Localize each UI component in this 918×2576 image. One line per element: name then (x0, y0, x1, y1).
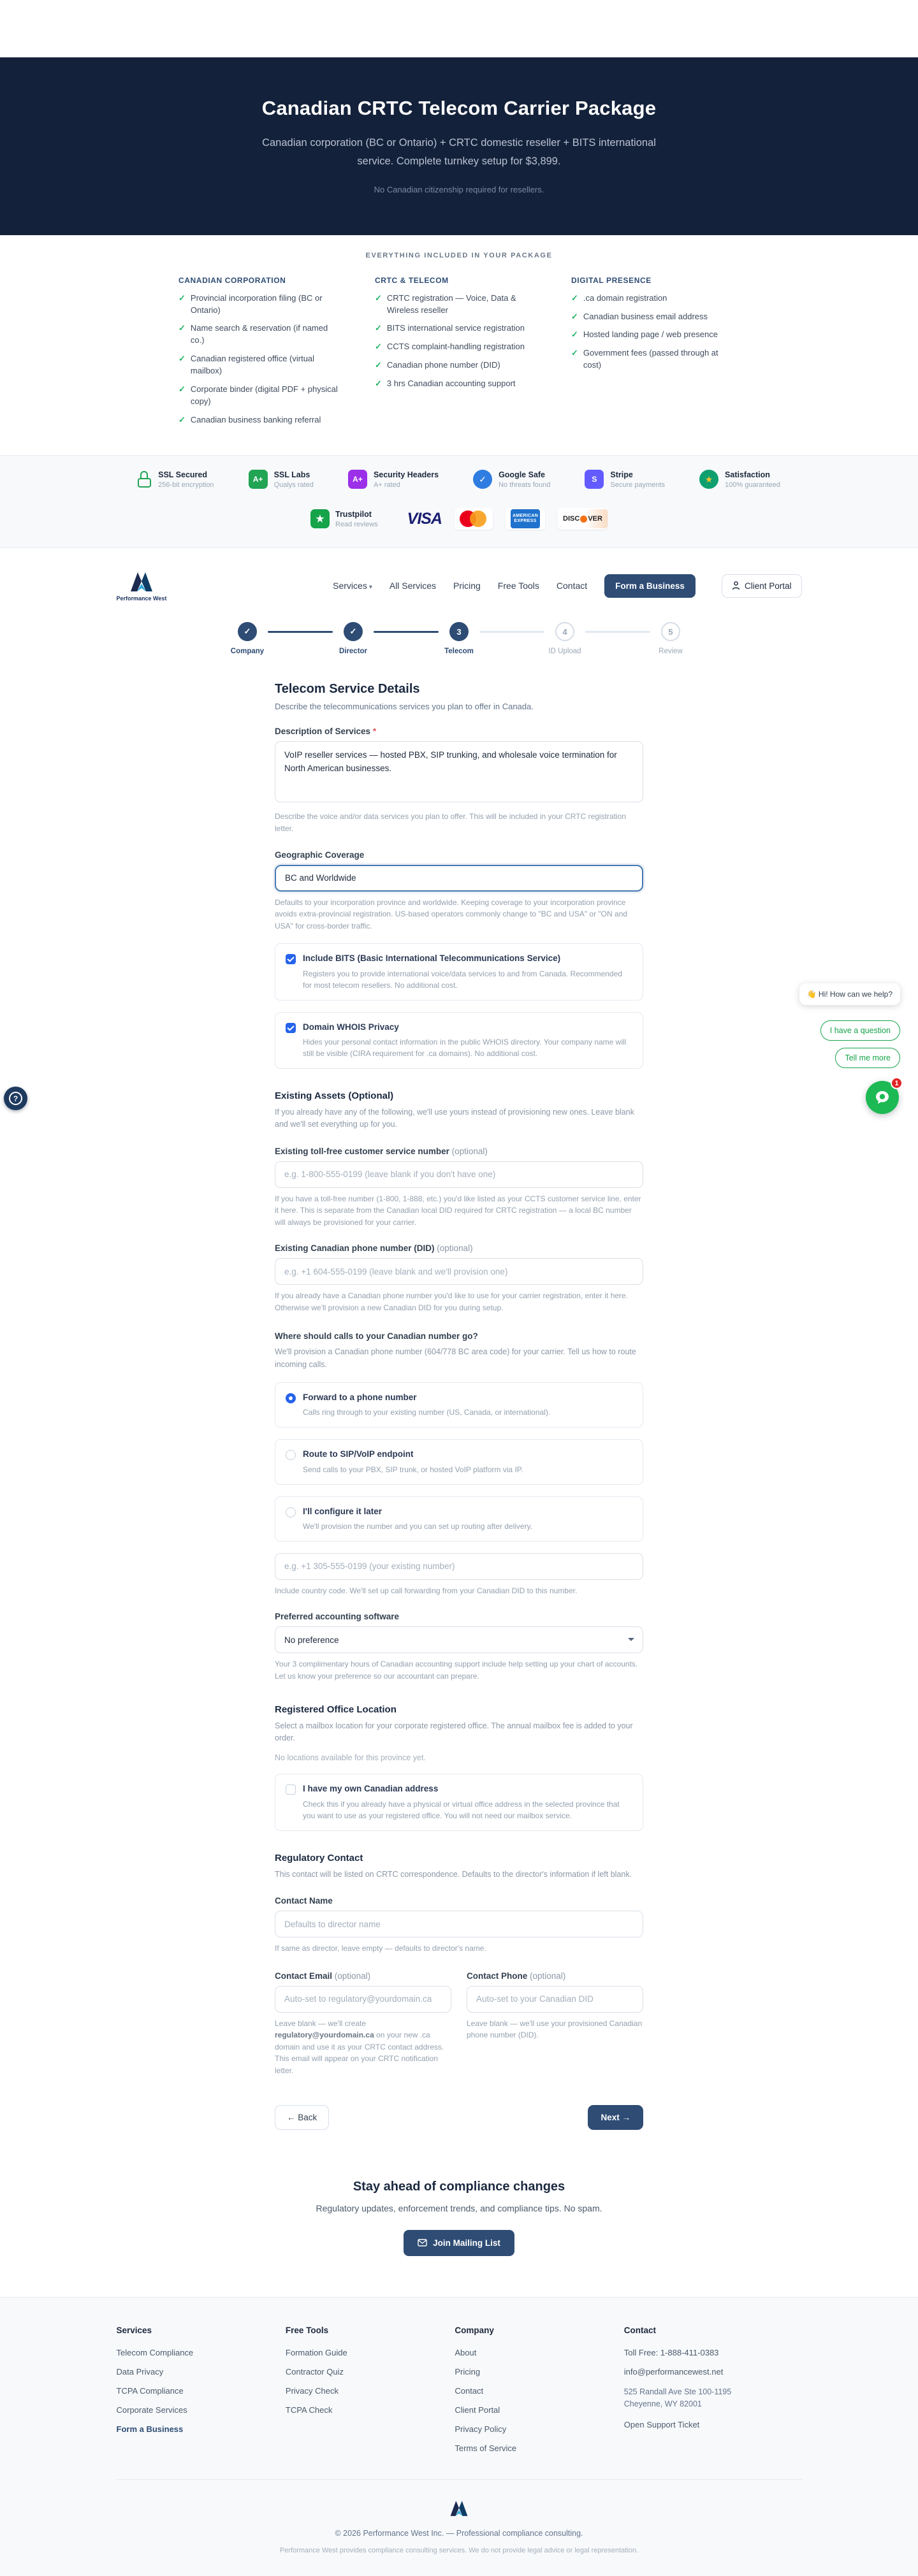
routing-option-help: Calls ring through to your existing number (US, Canada, or international). (303, 1408, 551, 1417)
did-help: If you already have a Canadian phone number you'd like to use for your carrier registration, enter it here. Otherwise we'll provision a new Canadian DID for you during setup. (275, 1291, 628, 1312)
brand-name: Performance West (116, 595, 167, 602)
tollfree-input[interactable] (275, 1161, 643, 1188)
contact-name-label: Contact Name (275, 1896, 333, 1906)
included-item-text: .ca domain registration (583, 293, 667, 303)
included-item-text: CRTC registration — Voice, Data & Wireless reseller (386, 293, 516, 315)
padlock-icon (138, 471, 152, 488)
included-item-text: CCTS complaint-handling registration (386, 342, 525, 352)
footer (0, 2297, 918, 2576)
description-help: Describe the voice and/or data services you plan to offer. This will be included in your CRTC registration letter. (275, 812, 626, 833)
check-icon: ✓ (375, 360, 382, 370)
included-item-text: Canadian phone number (DID) (386, 360, 500, 370)
envelope-icon (418, 2239, 427, 2247)
contact-email-help: Leave blank — we'll create regulatory@yourdomain.ca on your new .ca domain and use it as your CRTC contact address. This email will appear on your CRTC notification letter. (275, 2018, 444, 2075)
included-item-text: Canadian business email address (583, 311, 708, 321)
contact-email-group (275, 1956, 451, 2077)
included-item-text: Corporate binder (digital PDF + physical copy) (190, 384, 338, 406)
check-circle-icon: ✓ (473, 470, 492, 489)
did-label: Existing Canadian phone number (DID) (optional) (275, 1243, 473, 1254)
footer-toll-free[interactable]: Toll Free: 1-888-411-0383 (623, 2347, 719, 2357)
next-label: Next (601, 2112, 620, 2122)
person-icon (732, 581, 740, 590)
badge-title: SSL Secured (158, 470, 207, 479)
description-textarea[interactable] (275, 741, 643, 802)
did-input[interactable] (275, 1258, 643, 1285)
step-director[interactable] (333, 622, 374, 655)
badge-title: Trustpilot (335, 509, 372, 519)
included-item-text: Canadian registered office (virtual mailbox) (190, 354, 315, 375)
trustpilot-star-icon: ★ (310, 509, 330, 528)
coverage-label: Geographic Coverage (275, 850, 365, 860)
accounting-help: Your 3 complimentary hours of Canadian accounting support include help setting up your chart of accounts. Let us know your preference so our accountant can prepare. (275, 1660, 638, 1681)
whois-checkbox[interactable] (286, 1023, 296, 1033)
bits-label: Include BITS (Basic International Telecommunications Service) (303, 953, 561, 964)
badge-title: Google Safe (499, 470, 546, 479)
regulatory-help: This contact will be listed on CRTC correspondence. Defaults to the director's information if left blank. (275, 1869, 632, 1879)
left-arrow-icon: ← (287, 2112, 296, 2122)
step-label: Director (339, 648, 368, 656)
a-plus-icon: A+ (249, 470, 268, 489)
step-check-icon: ✓ (344, 622, 363, 641)
step-label: ID Upload (548, 648, 581, 656)
check-icon: ✓ (571, 311, 578, 321)
trust-badges-row (0, 470, 918, 489)
step-label: Review (659, 648, 683, 656)
routing-help: We'll provision a Canadian phone number (604/778 BC area code) for your carrier. Tell us how to route incoming calls. (275, 1347, 636, 1369)
routing-option-help: We'll provision the number and you can set up routing after delivery. (303, 1521, 533, 1531)
footer-link-data-privacy[interactable]: Data Privacy (116, 2366, 164, 2377)
existing-assets-help: If you already have any of the following, we'll use yours instead of provisioning new ones. Leave blank and we'll set everything up for you. (275, 1107, 634, 1129)
check-icon: ✓ (375, 323, 382, 333)
chat-quick-reply-question[interactable]: I have a question (820, 1020, 900, 1041)
visa-logo: VISA (407, 509, 442, 528)
footer-heading: Services (116, 2325, 152, 2335)
routing-option-forward[interactable] (275, 1382, 643, 1428)
included-item (375, 359, 534, 372)
chat-greeting-bubble[interactable]: 👋 Hi! How can we help? (799, 983, 900, 1005)
contact-name-input[interactable] (275, 1911, 643, 1937)
client-portal-button[interactable] (722, 574, 802, 598)
included-item-text: Name search & reservation (if named co.) (190, 323, 328, 345)
footer-copyright: © 2026 Performance West Inc. — Professional compliance consulting. (335, 2528, 583, 2538)
step-label: Company (230, 648, 265, 656)
performance-west-logo-icon (128, 570, 155, 594)
own-address-label: I have my own Canadian address (303, 1784, 439, 1794)
check-icon: ✓ (375, 293, 382, 303)
included-column-digital (571, 276, 740, 433)
included-grid (178, 276, 740, 433)
form-title: Telecom Service Details (275, 682, 420, 697)
coverage-input[interactable] (275, 865, 643, 892)
star-circle-icon: ★ (699, 470, 718, 489)
nav-item-label: Services (333, 581, 367, 591)
forward-number-help: Include country code. We'll set up call forwarding from your Canadian DID to this number. (275, 1586, 578, 1595)
included-item (178, 322, 338, 347)
newsletter-title: Stay ahead of compliance changes (353, 2179, 565, 2194)
included-column-corporation (178, 276, 347, 433)
footer-heading: Company (455, 2325, 494, 2335)
included-item-text: 3 hrs Canadian accounting support (386, 378, 516, 388)
own-address-checkbox[interactable] (286, 1784, 296, 1795)
footer-column-tools (286, 2326, 455, 2463)
regulatory-heading: Regulatory Contact (275, 1852, 363, 1863)
forward-radio[interactable] (286, 1393, 296, 1403)
discover-text: VER (588, 515, 602, 523)
discover-logo (558, 508, 608, 530)
included-item (571, 293, 731, 305)
footer-email[interactable]: info@performancewest.net (623, 2366, 724, 2377)
right-arrow-icon: → (622, 2112, 630, 2122)
form-a-business-button[interactable]: Form a Business (604, 574, 696, 598)
optional-tag: (optional) (530, 1971, 566, 1981)
step-review[interactable] (650, 622, 691, 655)
footer-link-corporate-services[interactable]: Corporate Services (116, 2405, 187, 2415)
office-empty-note: No locations available for this province yet. (275, 1753, 426, 1763)
nav-item-all-services[interactable]: All Services (389, 581, 436, 591)
amex-text: AMERICAN (512, 513, 539, 518)
step-number: 5 (661, 622, 680, 641)
badge-subtitle: 256-bit encryption (158, 481, 214, 489)
footer-bottom (0, 2480, 918, 2554)
back-label: Back (298, 2112, 317, 2122)
check-icon: ✓ (571, 293, 578, 303)
nav-item-services[interactable] (333, 581, 372, 591)
footer-column-services (117, 2326, 286, 2463)
included-item (375, 341, 534, 353)
footer-link-terms[interactable]: Terms of Service (455, 2443, 517, 2453)
check-icon: ✓ (178, 384, 186, 394)
chevron-down-icon: ▾ (368, 584, 372, 591)
included-item (571, 329, 731, 341)
footer-link-formation-guide[interactable]: Formation Guide (285, 2347, 347, 2357)
contact-phone-label: Contact Phone (optional) (467, 1971, 566, 1981)
newsletter-section (0, 2180, 918, 2256)
included-item (571, 311, 731, 323)
footer-link-tcpa-compliance[interactable]: TCPA Compliance (116, 2385, 184, 2396)
routing-option-label: I'll configure it later (303, 1506, 382, 1516)
chat-bubble-icon (874, 1089, 891, 1106)
optional-tag: (optional) (437, 1243, 473, 1254)
own-address-checkbox-card[interactable] (275, 1774, 643, 1830)
check-icon: ✓ (375, 378, 382, 388)
included-item-text: Hosted landing page / web presence (583, 329, 718, 340)
hero-section (0, 57, 918, 235)
mastercard-logo (455, 508, 493, 530)
step-number: 3 (449, 622, 469, 641)
client-portal-label: Client Portal (744, 581, 792, 591)
nav-item-free-tools[interactable]: Free Tools (497, 581, 539, 591)
footer-link-form-a-business[interactable]: Form a Business (116, 2424, 184, 2434)
bits-checkbox-card[interactable] (275, 943, 643, 1000)
existing-assets-heading: Existing Assets (Optional) (275, 1090, 394, 1101)
nav-item-contact[interactable]: Contact (556, 581, 588, 591)
whois-help: Hides your personal contact information in the public WHOIS directory. Your company name will still be visible (CIRA requirement for .ca domains). No additional cost. (303, 1037, 627, 1058)
progress-stepper (0, 622, 918, 655)
chat-quick-reply-tell-me-more[interactable]: Tell me more (835, 1048, 900, 1068)
check-icon: ✓ (571, 329, 578, 340)
tollfree-label: Existing toll-free customer service number (optional) (275, 1146, 488, 1156)
badge-title: Satisfaction (725, 470, 770, 479)
step-connector (374, 631, 439, 633)
footer-link-privacy-check[interactable]: Privacy Check (285, 2385, 339, 2396)
routing-heading: Where should calls to your Canadian number go? (275, 1331, 478, 1342)
badge-subtitle: No threats found (499, 481, 551, 489)
sip-radio[interactable] (286, 1450, 296, 1460)
later-radio[interactable] (286, 1507, 296, 1517)
included-item (375, 293, 534, 317)
navbar (117, 563, 802, 608)
contact-phone-input[interactable] (467, 1986, 643, 2013)
badge-stripe (585, 470, 665, 489)
tollfree-help: If you have a toll-free number (1-800, 1-888, etc.) you'd like listed as your CCTS customer service line, enter it here. This is separate from the Canadian local DID required for CRTC registration — a local BC number will always be provisioned for your carrier. (275, 1194, 641, 1227)
nav-item-pricing[interactable]: Pricing (453, 581, 481, 591)
trustpilot-badge[interactable] (310, 509, 378, 528)
optional-tag: (optional) (334, 1971, 371, 1981)
a-plus-icon: A+ (348, 470, 367, 489)
telecom-form (275, 682, 643, 2129)
footer-address: 525 Randall Ave Ste 100-1195 Cheyenne, WY 82001 (623, 2387, 732, 2408)
badge-subtitle: 100% guaranteed (725, 481, 780, 489)
step-company[interactable] (227, 622, 268, 655)
required-asterisk: * (372, 727, 377, 737)
footer-link-client-portal[interactable]: Client Portal (455, 2405, 500, 2415)
badge-title: Security Headers (373, 470, 439, 479)
footer-logo-icon (448, 2499, 470, 2518)
payments-row (0, 508, 918, 530)
included-item-text: Canadian business banking referral (190, 414, 321, 424)
included-column-title: CANADIAN CORPORATION (178, 275, 286, 285)
badge-subtitle: Secure payments (610, 481, 666, 489)
contact-columns (275, 1956, 643, 2077)
contact-phone-group (467, 1956, 643, 2077)
footer-heading: Contact (623, 2325, 657, 2335)
amex-text: EXPRESS (514, 519, 537, 524)
included-item (375, 322, 534, 335)
check-icon: ✓ (375, 342, 382, 352)
description-label: Description of Services * (275, 727, 377, 737)
step-connector (268, 631, 333, 633)
included-item (571, 347, 731, 372)
join-mailing-list-label: Join Mailing List (433, 2238, 500, 2248)
included-item-text: BITS international service registration (386, 323, 525, 333)
footer-support-ticket[interactable]: Open Support Ticket (623, 2420, 700, 2430)
included-item (178, 353, 338, 377)
whois-label: Domain WHOIS Privacy (303, 1022, 399, 1032)
hero-title: Canadian CRTC Telecom Carrier Package (261, 97, 657, 119)
footer-link-contact[interactable]: Contact (455, 2385, 484, 2396)
included-column-title: DIGITAL PRESENCE (571, 275, 652, 285)
footer-column-company (455, 2326, 623, 2463)
included-item (178, 414, 338, 426)
office-help: Select a mailbox location for your corporate registered office. The annual mailbox fee is added to your order. (275, 1721, 633, 1743)
bits-checkbox[interactable] (286, 954, 296, 964)
step-check-icon: ✓ (238, 622, 257, 641)
bits-help: Registers you to provide international voice/data services to and from Canada. Recommended for most telecom resellers. No additional cost. (303, 969, 622, 990)
discover-dot-icon (580, 516, 587, 523)
step-connector (585, 631, 650, 633)
coverage-help: Defaults to your incorporation province and worldwide. Keeping coverage to your incorporation province avoids extra-provincial registration. US-based operators commonly change to "BC and USA" or "ON and USA" for cross-border traffic. (275, 897, 628, 930)
footer-link-telecom-compliance[interactable]: Telecom Compliance (116, 2347, 194, 2357)
badge-ssl-labs (249, 470, 314, 489)
form-buttons (275, 2105, 643, 2130)
routing-option-sip[interactable] (275, 1439, 643, 1484)
footer-disclaimer: Performance West provides compliance consulting services. We do not provide legal advice or legal representation. (279, 2546, 639, 2554)
amex-logo (506, 508, 545, 530)
check-icon: ✓ (178, 293, 186, 303)
footer-heading: Free Tools (285, 2325, 329, 2335)
trust-band (0, 455, 918, 548)
step-id-upload[interactable] (544, 622, 585, 655)
hero-note: No Canadian citizenship required for resellers. (374, 184, 544, 194)
badge-subtitle: Read reviews (335, 520, 378, 528)
stripe-icon: S (585, 470, 604, 489)
contact-email-label: Contact Email (optional) (275, 1971, 371, 1981)
footer-link-about[interactable]: About (455, 2347, 477, 2357)
routing-option-help: Send calls to your PBX, SIP trunk, or hosted VoIP platform via IP. (303, 1465, 523, 1474)
badge-title: SSL Labs (273, 470, 310, 479)
form-subtitle: Describe the telecommunications services you plan to offer in Canada. (275, 702, 534, 712)
discover-text: DISC (563, 515, 580, 523)
accounting-label: Preferred accounting software (275, 1612, 400, 1622)
footer-link-tcpa-check[interactable]: TCPA Check (285, 2405, 333, 2415)
routing-option-later[interactable] (275, 1496, 643, 1542)
included-section (0, 235, 918, 433)
footer-column-contact (624, 2326, 802, 2463)
footer-columns (117, 2326, 802, 2463)
badge-subtitle: Qualys rated (273, 481, 314, 489)
contact-name-help: If same as director, leave empty — defaults to director's name. (275, 1944, 486, 1953)
footer-link-pricing[interactable]: Pricing (455, 2366, 481, 2377)
badge-ssl-secured (138, 470, 214, 489)
top-whitespace (0, 0, 918, 57)
routing-option-label: Forward to a phone number (303, 1393, 417, 1403)
footer-link-contractor-quiz[interactable]: Contractor Quiz (285, 2366, 344, 2377)
office-heading: Registered Office Location (275, 1704, 397, 1715)
included-kicker: EVERYTHING INCLUDED IN YOUR PACKAGE (365, 251, 553, 259)
check-icon: ✓ (178, 354, 186, 364)
join-mailing-list-button[interactable] (404, 2230, 514, 2256)
question-mark-icon: ? (9, 1092, 22, 1105)
routing-option-label: Route to SIP/VoIP endpoint (303, 1449, 414, 1459)
own-address-help: Check this if you already have a physical or virtual office address in the selected province that you want to use as your registered office. You will not need our mailbox service. (303, 1799, 620, 1820)
step-label: Telecom (444, 648, 474, 656)
included-column-title: CRTC & TELECOM (375, 275, 449, 285)
badge-google-safe (473, 470, 550, 489)
optional-tag: (optional) (451, 1146, 488, 1156)
included-item (178, 293, 338, 317)
included-column-crtc (375, 276, 543, 433)
next-button[interactable] (588, 2105, 643, 2130)
newsletter-subtitle: Regulatory updates, enforcement trends, and compliance tips. No spam. (316, 2203, 602, 2213)
step-connector (479, 631, 544, 633)
step-telecom[interactable] (439, 622, 479, 655)
whois-checkbox-card[interactable] (275, 1012, 643, 1069)
check-icon: ✓ (178, 414, 186, 424)
badge-satisfaction (699, 470, 780, 489)
badge-title: Stripe (610, 470, 633, 479)
hero-subtitle: Canadian corporation (BC or Ontario) + CRTC domestic reseller + BITS international service. Complete turnkey setup for $3,899. (262, 137, 656, 167)
accounting-select-wrap (275, 1626, 643, 1653)
check-icon: ✓ (178, 323, 186, 333)
contact-email-input[interactable] (275, 1986, 451, 2013)
chat-unread-badge: 1 (891, 1077, 903, 1089)
contact-phone-help: Leave blank — we'll use your provisioned Canadian phone number (DID). (467, 2018, 643, 2040)
included-item-text: Government fees (passed through at cost) (583, 348, 718, 370)
included-item (178, 384, 338, 408)
included-item-text: Provincial incorporation filing (BC or Ontario) (190, 293, 323, 315)
badge-subtitle: A+ rated (373, 481, 400, 489)
accounting-select[interactable]: No preference (275, 1626, 643, 1653)
forward-number-input[interactable] (275, 1553, 643, 1580)
step-number: 4 (555, 622, 574, 641)
included-item (375, 378, 534, 390)
nav-links (333, 574, 801, 598)
brand-logo[interactable] (117, 570, 167, 602)
footer-link-privacy-policy[interactable]: Privacy Policy (455, 2424, 507, 2434)
back-button[interactable] (275, 2105, 329, 2130)
badge-security-headers (348, 470, 439, 489)
check-icon: ✓ (571, 348, 578, 358)
accessibility-help-button[interactable] (4, 1087, 27, 1110)
